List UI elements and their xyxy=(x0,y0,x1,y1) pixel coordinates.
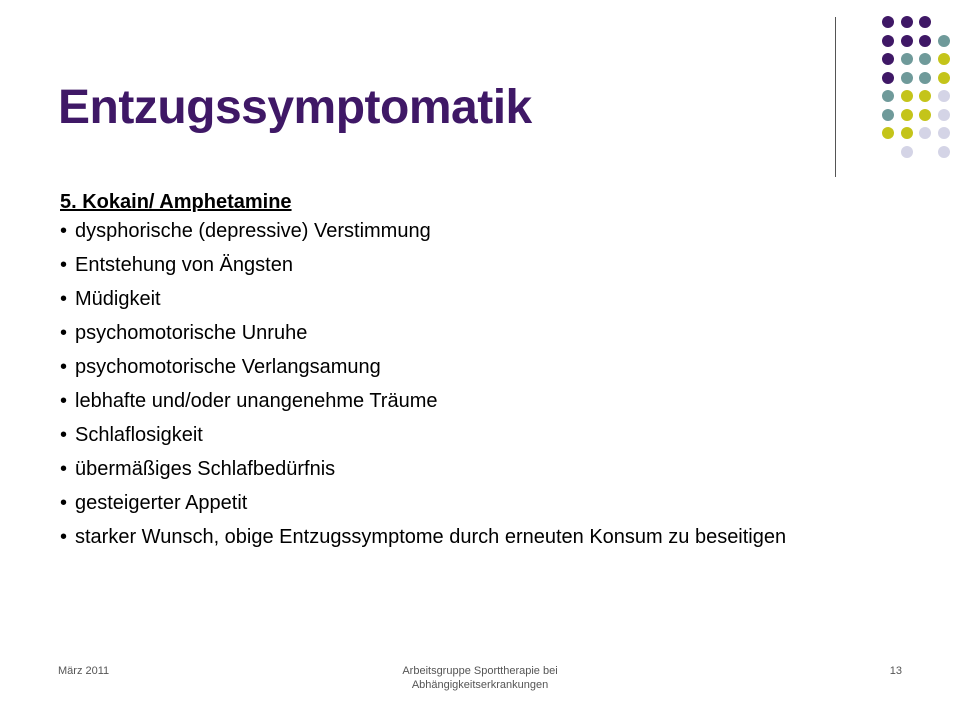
decorative-dot xyxy=(901,90,913,102)
bullet-item: • Schlaflosigkeit xyxy=(60,423,910,447)
decorative-dot xyxy=(938,35,950,47)
decorative-dot xyxy=(919,35,931,47)
footer-organization-line2: Abhängigkeitserkrankungen xyxy=(411,679,549,691)
decorative-dot xyxy=(919,16,931,28)
footer-date: März 2011 xyxy=(58,665,110,677)
bullet-item: • übermäßiges Schlafbedürfnis xyxy=(60,457,910,481)
footer-organization-line1: Arbeitsgruppe Sporttherapie bei xyxy=(402,665,558,677)
bullet-item: • lebhafte und/oder unangenehme Träume xyxy=(60,389,910,413)
decorative-dot xyxy=(938,109,950,121)
bullet-item: • psychomotorische Verlangsamung xyxy=(60,355,910,379)
decorative-dot xyxy=(938,90,950,102)
bullet-list xyxy=(60,219,910,549)
decorative-dot xyxy=(938,146,950,158)
slide-title: Entzugssymptomatik xyxy=(58,81,532,134)
bullet-item: • starker Wunsch, obige Entzugssymptome durch erneuten Konsum zu beseitigen xyxy=(60,525,910,549)
decorative-dot xyxy=(882,127,894,139)
decorative-dot xyxy=(901,127,913,139)
decorative-divider-line xyxy=(835,17,836,177)
slide-content xyxy=(60,185,910,559)
decorative-dot xyxy=(882,35,894,47)
decorative-dot xyxy=(882,90,894,102)
bullet-item: • dysphorische (depressive) Verstimmung xyxy=(60,219,910,243)
section-subheading: 5. Kokain/ Amphetamine xyxy=(60,191,292,213)
decorative-dot xyxy=(901,109,913,121)
decorative-dot xyxy=(882,16,894,28)
decorative-dot xyxy=(919,72,931,84)
decorative-dot xyxy=(882,53,894,65)
decorative-dot xyxy=(901,16,913,28)
bullet-item: • Entstehung von Ängsten xyxy=(60,253,910,277)
decorative-dot xyxy=(919,53,931,65)
decorative-dot xyxy=(919,127,931,139)
decorative-dot xyxy=(882,109,894,121)
decorative-dot xyxy=(938,127,950,139)
decorative-dot xyxy=(901,72,913,84)
footer-page-number: 13 xyxy=(889,665,902,677)
decorative-dot xyxy=(882,72,894,84)
decorative-dot xyxy=(938,53,950,65)
decorative-dot xyxy=(901,35,913,47)
bullet-item: • psychomotorische Unruhe xyxy=(60,321,910,345)
bullet-item: • gesteigerter Appetit xyxy=(60,491,910,515)
decorative-dot xyxy=(901,53,913,65)
decorative-dot xyxy=(919,90,931,102)
decorative-dot xyxy=(938,72,950,84)
bullet-item: • Müdigkeit xyxy=(60,287,910,311)
decorative-dot xyxy=(901,146,913,158)
footer-organization xyxy=(360,664,600,692)
decorative-dot xyxy=(919,109,931,121)
